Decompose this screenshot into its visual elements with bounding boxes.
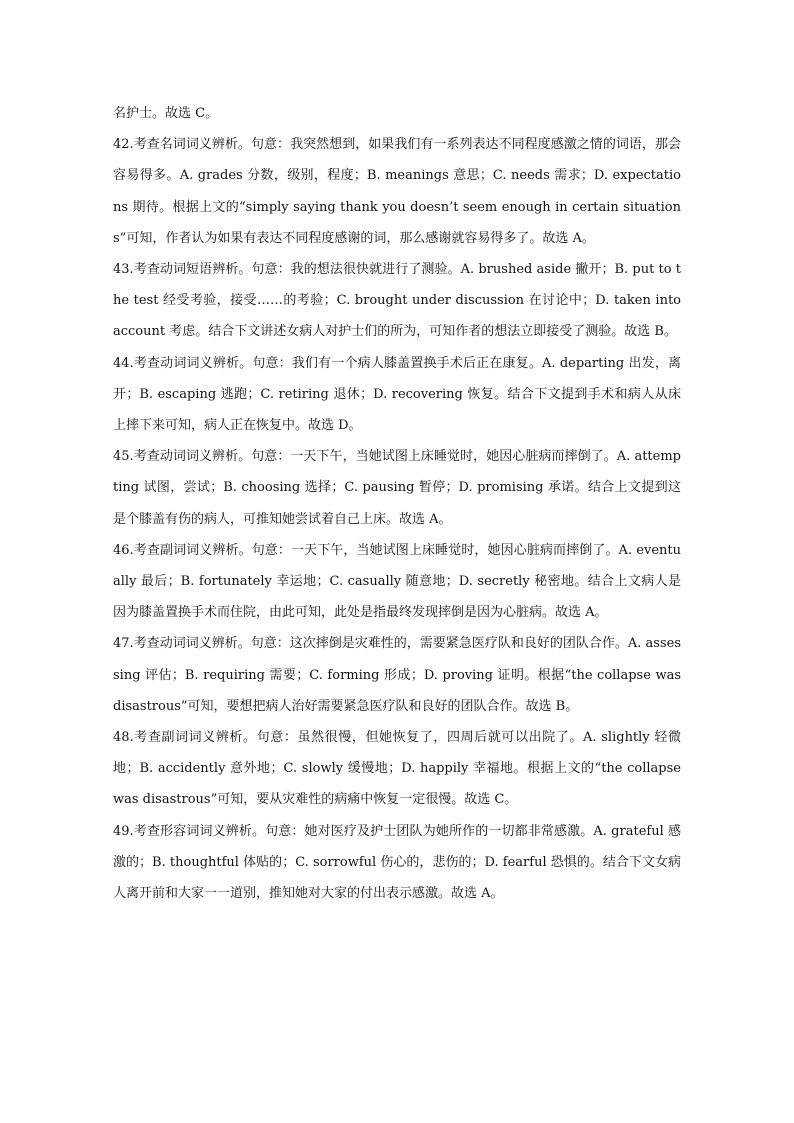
answer-explanations: [113, 98, 681, 909]
explanation-43: 43.考查动词短语辨析。句意：我的想法很快就进行了测验。A. brushed aside 撇开；B. put to the test 经受考验，接受……的考验；C. brought under discussion 在讨论中；D. taken into account 考虑。结合下文讲述女病人对护士们的所为，可知作者的想法立即接受了测验。故选 B。: [113, 262, 681, 340]
explanation-42: 42.考查名词词义辨析。句意：我突然想到，如果我们有一系列表达不同程度感激之情的词语，那会容易得多。A. grades 分数，级别，程度；B. meanings 意思；C. needs 需求；D. expectations 期待。根据上文的“simply saying thank you doesn’t seem enough in certain situations”可知，作者认为如果有表达不同程度感谢的词，那么感谢就容易得多了。故选 A。: [113, 137, 681, 246]
explanation-45: 45.考查动词词义辨析。句意：一天下午，当她试图上床睡觉时，她因心脏病而摔倒了。A. attempting 试图，尝试；B. choosing 选择；C. pausing 暂停；D. promising 承诺。结合上文提到这是个膝盖有伤的病人，可推知她尝试着自己上床。故选 A。: [113, 449, 681, 527]
explanation-49: 49.考查形容词词义辨析。句意：她对医疗及护士团队为她所作的一切都非常感激。A. grateful 感激的；B. thoughtful 体贴的；C. sorrowful 伤心的，悲伤的；D. fearful 恐惧的。结合下文女病人离开前和大家一一道别，推知她对大家的付出表示感激。故选 A。: [113, 823, 681, 902]
paragraph-continuation: 名护士。故选 C。: [113, 106, 219, 121]
explanation-47: 47.考查动词词义辨析。句意：这次摔倒是灾难性的，需要紧急医疗队和良好的团队合作。A. assessing 评估；B. requiring 需要；C. forming 形成；D. proving 证明。根据“the collapse was disastrous”可知，要想把病人治好需要紧急医疗队和良好的团队合作。故选 B。: [113, 636, 681, 714]
explanation-48: 48.考查副词词义辨析。句意：虽然很慢，但她恢复了，四周后就可以出院了。A. slightly 轻微地；B. accidently 意外地；C. slowly 缓慢地；D. happily 幸福地。根据上文的“the collapse was disastrous”可知，要从灾难性的病痛中恢复一定很慢。故选 C。: [113, 730, 681, 808]
explanation-46: 46.考查副词词义辨析。句意：一天下午，当她试图上床睡觉时，她因心脏病而摔倒了。A. eventually 最后；B. fortunately 幸运地；C. casually 随意地；D. secretly 秘密地。结合上文病人是因为膝盖置换手术而住院，由此可知，此处是指最终发现摔倒是因为心脏病。故选 A。: [113, 542, 681, 621]
explanation-44: 44.考查动词词义辨析。句意：我们有一个病人膝盖置换手术后正在康复。A. departing 出发，离开；B. escaping 逃跑；C. retiring 退休；D. recovering 恢复。结合下文提到手术和病人从床上摔下来可知，病人正在恢复中。故选 D。: [113, 355, 681, 434]
